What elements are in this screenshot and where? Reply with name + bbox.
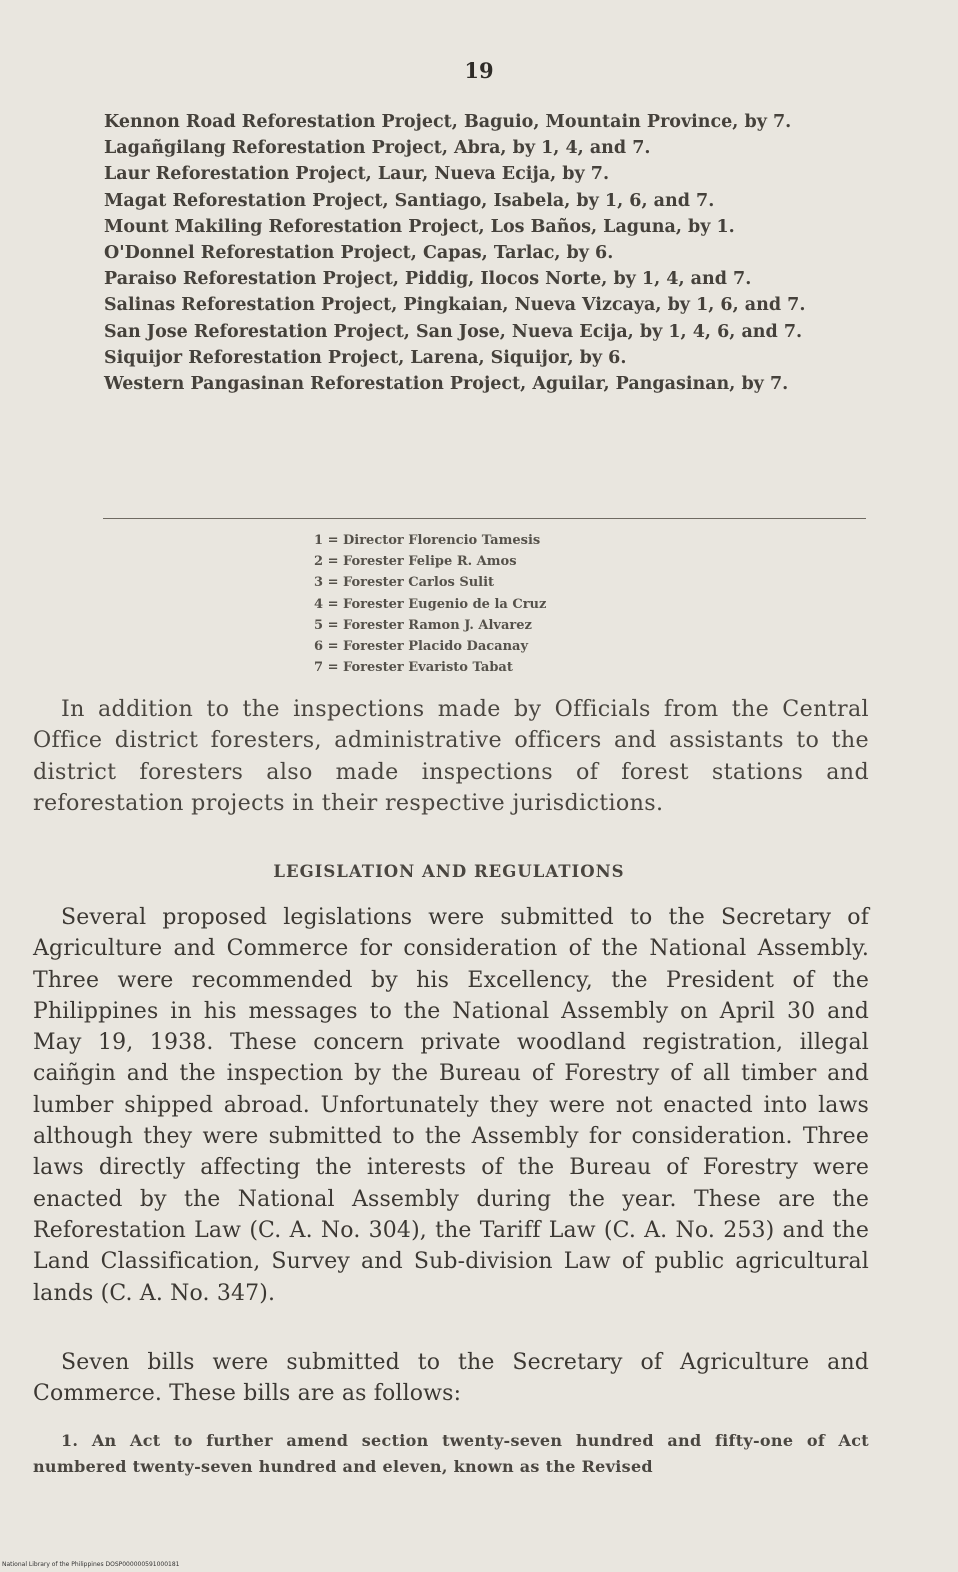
list-item: O'Donnel Reforestation Project, Capas, Tarlac, by 6. xyxy=(104,243,614,264)
footer-credit: National Library of the Philippines DOSP000000591000181 xyxy=(2,1561,180,1568)
list-item: San Jose Reforestation Project, San Jose, Nueva Ecija, by 1, 4, 6, and 7. xyxy=(104,321,803,342)
list-item: Magat Reforestation Project, Santiago, Isabela, by 1, 6, and 7. xyxy=(104,190,715,211)
bills-paragraph: Seven bills were submitted to the Secretary of Agriculture and Commerce. These bills are as follows: xyxy=(33,1350,869,1407)
list-item: Western Pangasinan Reforestation Project, Aguilar, Pangasinan, by 7. xyxy=(104,374,789,395)
list-item: Salinas Reforestation Project, Pingkaian, Nueva Vizcaya, by 1, 6, and 7. xyxy=(104,295,806,316)
list-item: Kennon Road Reforestation Project, Baguio, Mountain Province, by 7. xyxy=(104,112,792,132)
list-item: Mount Makiling Reforestation Project, Los Baños, Laguna, by 1. xyxy=(104,216,735,237)
inspections-paragraph: In addition to the inspections made by Officials from the Central Office district foresters, administrative officers and assistants to the district foresters also made inspections of forest stations and reforestation projects in their respective jurisdictions. xyxy=(33,696,869,817)
legend-entry: 7 = Forester Evaristo Tabat xyxy=(314,660,513,676)
inspector-legend xyxy=(314,530,644,678)
footnote-divider xyxy=(103,518,866,519)
project-list xyxy=(104,109,870,397)
page-number: 19 xyxy=(464,58,494,83)
legislation-paragraph: Several proposed legislations were submitted to the Secretary of Agriculture and Commerce for consideration of the National Assembly. Three were recommended by his Excellency, the President of the Philippines in his messages to the National Assembly on April 30 and May 19, 1938. These concern private woodland registration, illegal caiñgin and the inspection by the Bureau of Forestry of all timber and lumber shipped abroad. Unfortunately they were not enacted into laws although they were submitted to the Assembly for consideration. Three laws directly affecting the interests of the Bureau of Forestry were enacted by the National Assembly during the year. These are the Reforestation Law (C. A. No. 304), the Tariff Law (C. A. No. 253) and the Land Classification, Survey and Sub-division Law of public agricultural lands (C. A. No. 347). xyxy=(33,905,869,1306)
list-item: Laur Reforestation Project, Laur, Nueva Ecija, by 7. xyxy=(104,164,610,185)
list-item: Siquijor Reforestation Project, Larena, Siquijor, by 6. xyxy=(104,347,627,368)
bill-item-1: 1. An Act to further amend section twenty-seven hundred and fifty-one of Act numbered twenty-seven hundred and eleven, known as the Revised xyxy=(33,1431,869,1476)
legend-entry: 4 = Forester Eugenio de la Cruz xyxy=(314,596,547,612)
section-heading: LEGISLATION AND REGULATIONS xyxy=(273,862,625,881)
list-item: Lagañgilang Reforestation Project, Abra, by 1, 4, and 7. xyxy=(104,138,651,159)
legend-entry: 1 = Director Florencio Tamesis xyxy=(314,533,541,548)
legend-entry: 5 = Forester Ramon J. Alvarez xyxy=(314,617,532,633)
legend-entry: 3 = Forester Carlos Sulit xyxy=(314,575,495,591)
legend-entry: 2 = Forester Felipe R. Amos xyxy=(314,554,517,570)
legend-entry: 6 = Forester Placido Dacanay xyxy=(314,639,529,655)
list-item: Paraiso Reforestation Project, Piddig, Ilocos Norte, by 1, 4, and 7. xyxy=(104,269,752,290)
